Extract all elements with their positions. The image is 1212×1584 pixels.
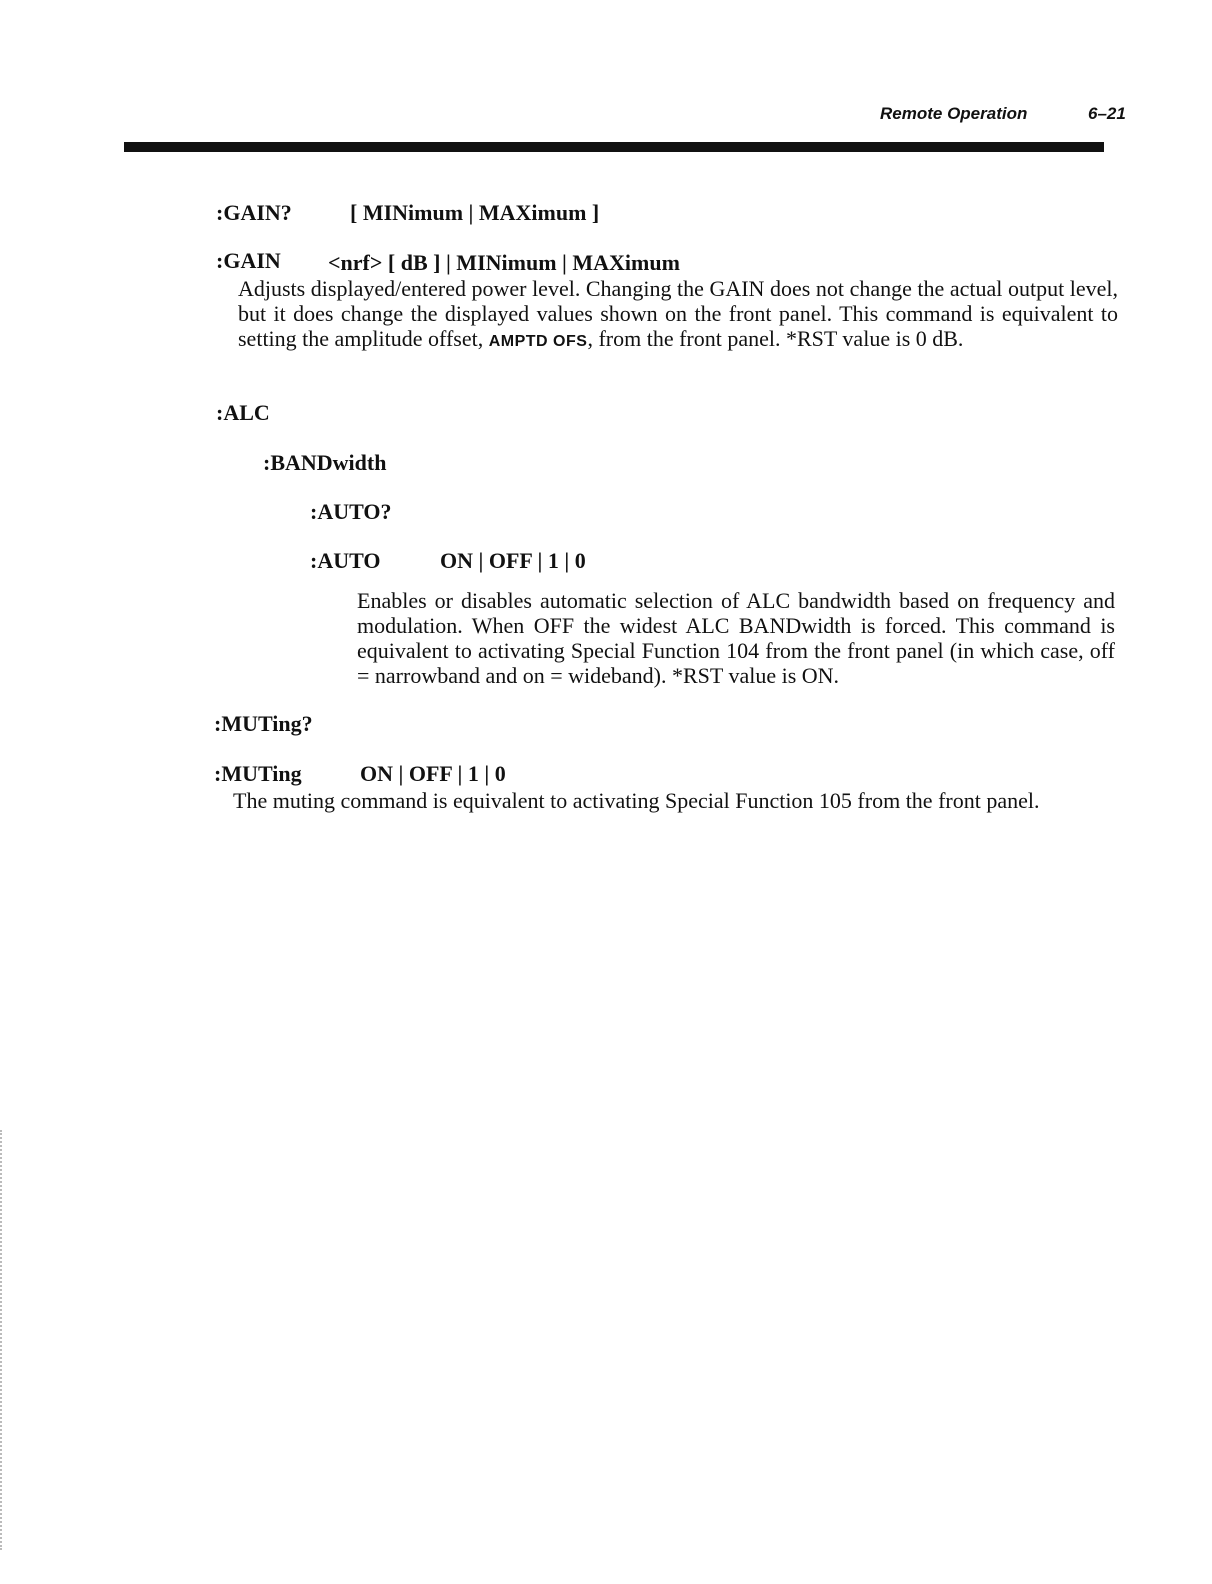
auto-description: Enables or disables automatic selection of ALC bandwidth based on frequency and modulation. When OFF the widest ALC BANDwidth is forced. This command is equivalent to activating Special Function 104 from the front panel (in which case, off = narrowband and on = wideband). *RST value is ON. [357,588,1115,688]
amptd-ofs-key: AMPTD OFS [488,333,588,350]
gain-description [238,276,1118,354]
bandwidth-command: :BANDwidth [263,450,387,475]
gain-params: <nrf> [ dB ] | MINimum | MAXimum [328,250,680,275]
auto-command: :AUTO [310,548,381,573]
auto-params: ON | OFF | 1 | 0 [440,548,586,573]
page-number: 6–21 [1088,104,1126,123]
section-title: Remote Operation [880,104,1028,123]
alc-command: :ALC [216,400,270,425]
muting-query-command: :MUTing? [214,711,313,736]
muting-params: ON | OFF | 1 | 0 [360,761,506,786]
muting-description: The muting command is equivalent to activating Special Function 105 from the front panel. [233,788,1040,813]
gain-command: :GAIN [216,248,281,273]
header-rule [124,142,1104,152]
gain-description-text-1: Adjusts displayed/entered power level. Changing the GAIN does not change the actual output level, but it does change the displayed values shown on the front panel. This command is equivalent to setting the amplitude offset, [238,276,1118,351]
gain-description-text-2: , from the front panel. *RST value is 0 dB. [587,326,964,351]
gain-query-params: [ MINimum | MAXimum ] [350,200,600,225]
auto-query-command: :AUTO? [310,499,392,524]
gain-query-command: :GAIN? [216,200,292,225]
muting-command: :MUTing [214,761,302,786]
scan-edge-mark [0,1130,4,1550]
